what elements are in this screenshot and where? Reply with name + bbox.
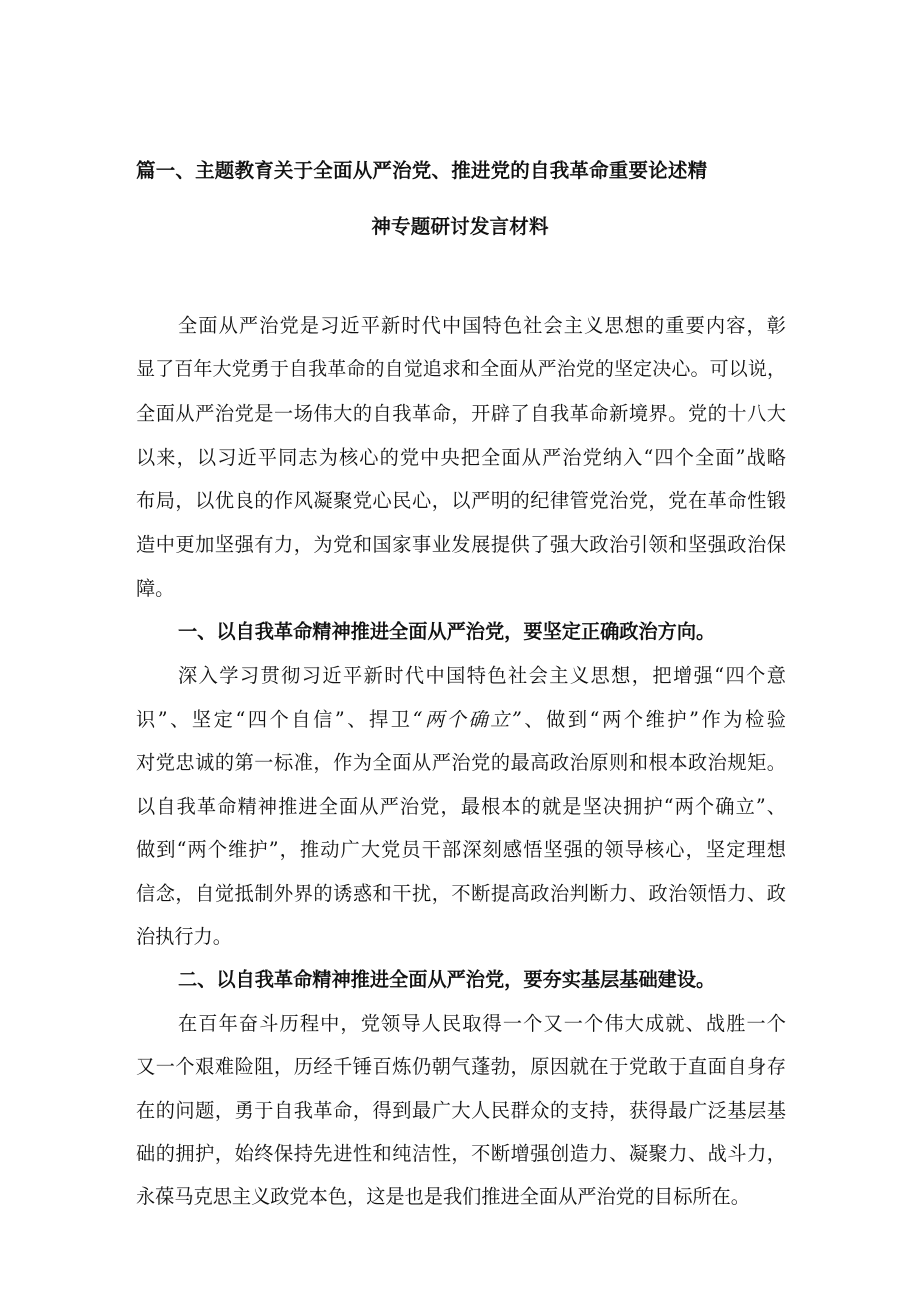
- section-1-line-5: 做到“两个维护”，推动广大党员干部深刻感悟坚强的领导核心，坚定理想: [136, 838, 786, 861]
- intro-line-2: 显了百年大党勇于自我革命的自觉追求和全面从严治党的坚定决心。可以说，: [136, 358, 786, 380]
- section-1-line-2-italic: “两个确立”: [412, 708, 522, 731]
- intro-line-4: 以来，以习近平同志为核心的党中央把全面从严治党纳入“四个全面”战略: [136, 446, 786, 469]
- section-2-line-2: 又一个艰难险阻，历经千锤百炼仍朝气蓬勃，原因就在于党敢于直面自身存: [136, 1055, 786, 1078]
- section-1-line-2-part-c: 、做到“两个维护”作为检验: [521, 708, 786, 731]
- section-1-line-2-part-a: 识”、坚定“四个自信”、捍卫: [136, 708, 413, 731]
- section-2-line-5: 永葆马克思主义政党本色，这是也是我们推进全面从严治党的目标所在。: [136, 1185, 750, 1208]
- intro-line-5: 布局，以优良的作风凝聚党心民心，以严明的纪律管党治党，党在革命性锻: [136, 489, 786, 512]
- section-1-line-4: 以自我革命精神推进全面从严治党，最根本的就是坚决拥护“两个确立”、: [136, 795, 786, 818]
- section-1-heading: 一、以自我革命精神推进全面从严治党，要坚定正确政治方向。: [178, 620, 716, 643]
- intro-line-3: 全面从严治党是一场伟大的自我革命，开辟了自我革命新境界。党的十八大: [136, 402, 786, 425]
- intro-line-1: 全面从严治党是习近平新时代中国特色社会主义思想的重要内容，彰: [178, 314, 786, 337]
- section-1-line-7: 治执行力。: [136, 925, 232, 948]
- section-1-line-2: [136, 710, 786, 729]
- intro-line-6: 造中更加坚强有力，为党和国家事业发展提供了强大政治引领和坚强政治保: [136, 533, 786, 556]
- document-title-line-2: 神专题研讨发言材料: [371, 215, 549, 238]
- section-2-heading: 二、以自我革命精神推进全面从严治党，要夯实基层基础建设。: [178, 968, 716, 991]
- section-1-line-6: 信念，自觉抵制外界的诱惑和干扰，不断提高政治判断力、政治领悟力、政: [136, 882, 786, 905]
- intro-line-7: 障。: [136, 577, 175, 600]
- section-2-line-1: 在百年奋斗历程中，党领导人民取得一个又一个伟大成就、战胜一个: [178, 1012, 786, 1035]
- section-1-line-1: 深入学习贯彻习近平新时代中国特色社会主义思想，把增强“四个意: [178, 664, 786, 687]
- section-1-line-3: 对党忠诚的第一标准，作为全面从严治党的最高政治原则和根本政治规矩。: [136, 751, 786, 774]
- section-2-line-3: 在的问题，勇于自我革命，得到最广大人民群众的支持，获得最广泛基层基: [136, 1099, 786, 1122]
- section-2-line-4: 础的拥护，始终保持先进性和纯洁性，不断增强创造力、凝聚力、战斗力，: [136, 1142, 786, 1165]
- document-title-line-1: 篇一、主题教育关于全面从严治党、推进党的自我革命重要论述精: [136, 159, 708, 182]
